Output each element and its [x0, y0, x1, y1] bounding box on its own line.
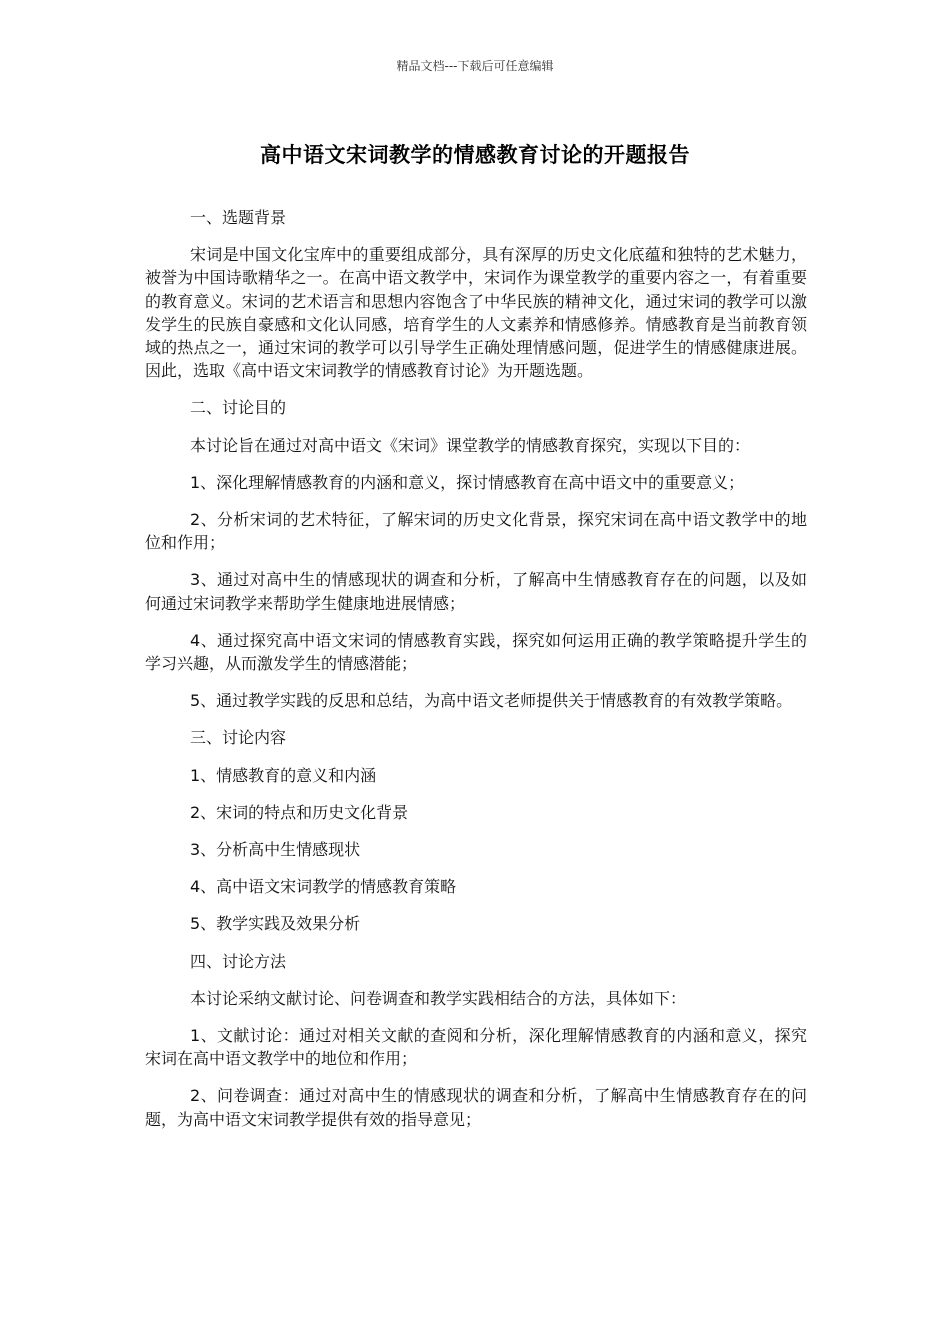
- content-item: 1、情感教育的意义和内涵: [190, 765, 377, 785]
- method-item: 2、问卷调查：通过对高中生的情感现状的调查和分析，了解高中生情感教育存在的问题，为高中语文宋词教学提供有效的指导意见；: [145, 1086, 807, 1129]
- section-heading-method: 四、讨论方法: [190, 951, 287, 971]
- purpose-item: 2、分析宋词的艺术特征，了解宋词的历史文化背景，探究宋词在高中语文教学中的地位和作用；: [145, 510, 807, 553]
- document-body: [145, 206, 807, 1145]
- method-item: 1、文献讨论：通过对相关文献的查阅和分析，深化理解情感教育的内涵和意义，探究宋词在高中语文教学中的地位和作用；: [145, 1026, 807, 1069]
- purpose-item: 5、通过教学实践的反思和总结，为高中语文老师提供关于情感教育的有效教学策略。: [190, 691, 793, 711]
- purpose-item: 1、深化理解情感教育的内涵和意义，探讨情感教育在高中语文中的重要意义；: [190, 472, 745, 492]
- content-item: 2、宋词的特点和历史文化背景: [190, 802, 409, 822]
- document-title: 高中语文宋词教学的情感教育讨论的开题报告: [260, 143, 690, 167]
- section-heading-content: 三、讨论内容: [190, 728, 287, 748]
- header-note: 精品文档---下载后可任意编辑: [396, 59, 554, 73]
- purpose-item: 3、通过对高中生的情感现状的调查和分析，了解高中生情感教育存在的问题，以及如何通过宋词教学来帮助学生健康地进展情感；: [145, 570, 807, 613]
- purpose-item: 4、通过探究高中语文宋词的情感教育实践，探究如何运用正确的教学策略提升学生的学习兴趣，从而激发学生的情感潜能；: [145, 630, 807, 674]
- background-paragraph: 宋词是中国文化宝库中的重要组成部分，具有深厚的历史文化底蕴和独特的艺术魅力，被誉为中国诗歌精华之一。在高中语文教学中，宋词作为课堂教学的重要内容之一，有着重要的教育意义。宋词的艺术语言和思想内容饱含了中华民族的精神文化，通过宋词的教学可以激发学生的民族自豪感和文化认同感，培育学生的人文素养和情感修养。情感教育是当前教育领域的热点之一，通过宋词的教学可以引导学生正确处理情感问题，促进学生的情感健康进展。因此，选取《高中语文宋词教学的情感教育讨论》为开题选题。: [145, 245, 807, 381]
- content-item: 4、高中语文宋词教学的情感教育策略: [190, 877, 457, 897]
- method-intro: 本讨论采纳文献讨论、问卷调查和教学实践相结合的方法，具体如下：: [190, 988, 687, 1008]
- purpose-intro: 本讨论旨在通过对高中语文《宋词》课堂教学的情感教育探究，实现以下目的：: [190, 435, 751, 455]
- section-heading-purpose: 二、讨论目的: [190, 398, 287, 418]
- content-item: 5、教学实践及效果分析: [190, 914, 361, 934]
- content-item: 3、分析高中生情感现状: [190, 840, 361, 860]
- section-heading-background: 一、选题背景: [190, 208, 287, 227]
